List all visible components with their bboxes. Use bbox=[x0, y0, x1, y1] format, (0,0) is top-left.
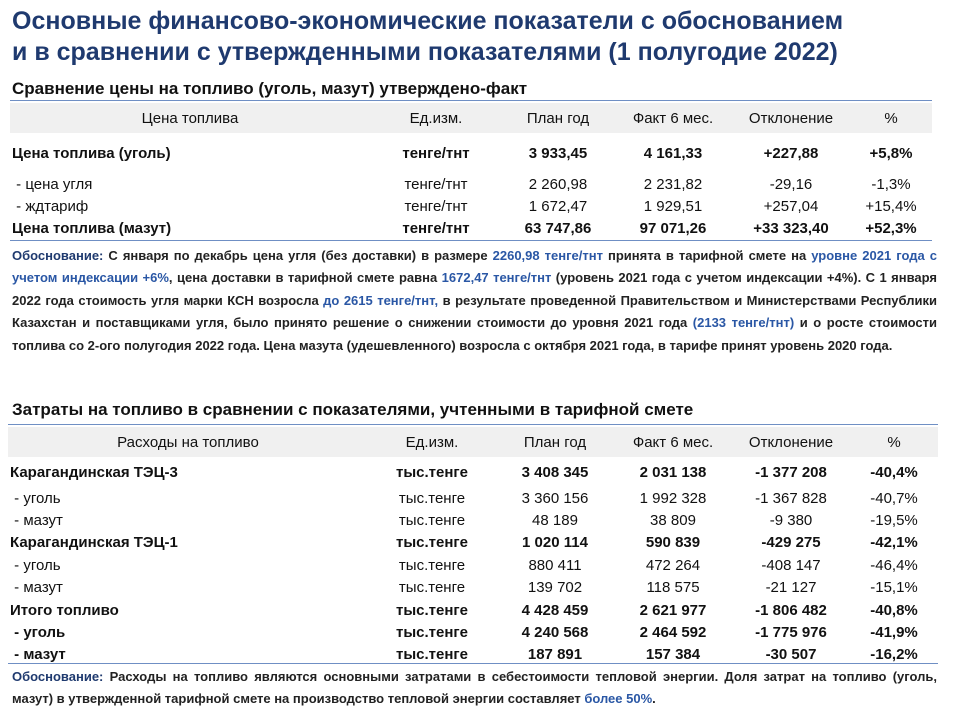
table-cell-pct: -40,7% bbox=[870, 489, 918, 507]
table-cell-name: - цена угля bbox=[12, 175, 93, 193]
note1-text: и о росте стоимости топлива со 2-ого полугодия 2022 года. Цена мазута (удешевленного) возросла с октября 2021 года, в тарифе принят уровень 2020 года. bbox=[12, 315, 938, 353]
table-cell-dev: +33 323,40 bbox=[753, 219, 829, 237]
table-cell-unit: тыс.тенге bbox=[395, 534, 468, 552]
col-header-plan: План год bbox=[523, 433, 587, 451]
note1-text: С января по декабрь цена угля (без доставки) в размере bbox=[103, 248, 493, 263]
section2-heading: Затраты на топливо в сравнении с показателями, учтенными в тарифной смете bbox=[12, 400, 694, 419]
table-cell-plan: 187 891 bbox=[527, 646, 583, 664]
table-cell-plan: 3 360 156 bbox=[521, 489, 589, 507]
table-row bbox=[10, 195, 932, 217]
table-row bbox=[10, 133, 932, 173]
note2-label: Обоснование: bbox=[12, 669, 104, 684]
col-header-percent: % bbox=[884, 109, 898, 127]
table-cell-name: - мазут bbox=[10, 646, 66, 664]
note2-text: Расходы на топливо являются основными затратами в себестоимости тепловой энергии. Доля затрат на топливо (уголь, мазут) в утвержденной тарифной смете на производство тепловой энергии составляет bbox=[12, 669, 937, 707]
table-cell-plan: 1 020 114 bbox=[522, 534, 588, 552]
table-cell-fact: 472 264 bbox=[645, 556, 701, 574]
table-cell-unit: тенге/тнт bbox=[402, 144, 470, 162]
note1-highlight: уровне 2021 года с учетом индексации +6% bbox=[12, 248, 937, 286]
table-cell-name: Итого топливо bbox=[10, 601, 119, 619]
table-cell-fact: 2 621 977 bbox=[639, 601, 707, 619]
table-cell-dev: +257,04 bbox=[763, 197, 819, 215]
table-cell-name: Цена топлива (уголь) bbox=[12, 144, 171, 162]
table-cell-name: Карагандинская ТЭЦ-1 bbox=[10, 534, 178, 552]
section1-heading: Сравнение цены на топливо (уголь, мазут) утверждено-факт bbox=[12, 79, 528, 98]
table-cell-unit: тенге/тнт bbox=[404, 197, 468, 215]
table-row bbox=[8, 599, 938, 621]
col-header-fact: Факт 6 мес. bbox=[632, 433, 714, 451]
table-cell-pct: -1,3% bbox=[871, 175, 911, 193]
table-cell-unit: тыс.тенге bbox=[398, 556, 466, 574]
table-row bbox=[8, 509, 938, 531]
table-cell-dev: +227,88 bbox=[763, 144, 819, 162]
table-row bbox=[8, 577, 938, 599]
page-title bbox=[12, 6, 952, 68]
section2-top-rule bbox=[8, 424, 938, 425]
note1-highlight: 1672,47 тенге/тнт bbox=[441, 270, 552, 286]
table-cell-name: - мазут bbox=[10, 512, 63, 530]
table-cell-name: - ждтариф bbox=[12, 197, 89, 215]
table-header-row bbox=[10, 103, 932, 133]
table-cell-pct: -40,4% bbox=[870, 463, 918, 481]
table-cell-plan: 880 411 bbox=[528, 556, 582, 574]
table-cell-name: - уголь bbox=[10, 556, 61, 574]
table-cell-dev: -21 127 bbox=[765, 579, 817, 597]
table-cell-dev: -30 507 bbox=[765, 646, 817, 664]
table-cell-name: Карагандинская ТЭЦ-3 bbox=[10, 463, 178, 481]
table-cell-unit: тенге/тнт bbox=[402, 219, 470, 237]
table-cell-dev: -1 367 828 bbox=[755, 489, 827, 507]
table-cell-name: - уголь bbox=[10, 624, 66, 642]
table-cell-plan: 2 260,98 bbox=[528, 175, 588, 193]
table-cell-pct: -40,8% bbox=[870, 601, 918, 619]
section2-bottom-rule bbox=[8, 663, 938, 664]
table-cell-plan: 48 189 bbox=[532, 512, 578, 530]
table-cell-unit: тыс.тенге bbox=[395, 463, 468, 481]
table-cell-unit: тыс.тенге bbox=[398, 579, 466, 597]
col-header-deviation: Отклонение bbox=[748, 109, 834, 127]
table-row bbox=[8, 457, 938, 487]
table-cell-name: - мазут bbox=[10, 579, 63, 597]
table-cell-pct: +15,4% bbox=[865, 197, 917, 215]
table-cell-unit: тыс.тенге bbox=[398, 512, 466, 530]
table-cell-plan: 63 747,86 bbox=[524, 219, 592, 237]
table-cell-fact: 1 992 328 bbox=[639, 489, 707, 507]
table-cell-fact: 157 384 bbox=[645, 646, 701, 664]
table-cell-pct: -46,4% bbox=[870, 556, 918, 574]
table-cell-fact: 2 231,82 bbox=[643, 175, 703, 193]
table-cell-pct: -41,9% bbox=[870, 624, 918, 642]
table-cell-dev: -429 275 bbox=[761, 534, 821, 552]
table-cell-dev: -1 775 976 bbox=[755, 624, 827, 642]
note1-text: , цена доставки в тарифной смете равна bbox=[168, 270, 442, 286]
col-header-fact: Факт 6 мес. bbox=[632, 109, 714, 127]
justification-note-2 bbox=[12, 666, 937, 711]
note1-label: Обоснование: bbox=[12, 248, 104, 263]
table-cell-pct: -15,1% bbox=[870, 579, 918, 597]
table-cell-plan: 1 672,47 bbox=[528, 197, 588, 215]
table-cell-fact: 1 929,51 bbox=[643, 197, 703, 215]
table-cell-dev: -9 380 bbox=[769, 512, 813, 530]
col-header-plan: План год bbox=[526, 109, 590, 127]
table-row bbox=[8, 554, 938, 576]
section1-top-rule bbox=[10, 100, 932, 101]
col-header-unit: Ед.изм. bbox=[409, 109, 463, 127]
table-cell-fact: 118 575 bbox=[646, 579, 700, 597]
note1-text: в результате проведенной Правительством и Министерствами Республики Казахстан и поставщиками угля, было принято решение о снижении стоимости до уровня 2021 года bbox=[12, 292, 937, 331]
table-cell-fact: 4 161,33 bbox=[643, 144, 703, 162]
table-cell-fact: 2 031 138 bbox=[639, 463, 707, 481]
title-line-2: и в сравнении с утвержденными показателями (1 полугодие 2022) bbox=[12, 38, 838, 66]
fuel-price-table bbox=[10, 103, 932, 239]
note1-text: принята в тарифной смете на bbox=[602, 248, 812, 263]
note1-highlight: (2133 тенге/тнт) bbox=[692, 315, 795, 331]
table-cell-pct: -16,2% bbox=[870, 646, 918, 664]
table-row bbox=[8, 621, 938, 643]
table-header-row bbox=[8, 427, 938, 457]
table-cell-plan: 4 428 459 bbox=[521, 601, 589, 619]
note1-text: (уровень 2021 года с учетом индексации +4%). С 1 января 2022 года стоимость угля марки КСН возросла bbox=[12, 270, 937, 308]
col-header-unit: Ед.изм. bbox=[405, 433, 459, 451]
table-cell-pct: -42,1% bbox=[870, 534, 918, 552]
table-cell-dev: -1 377 208 bbox=[755, 463, 827, 481]
table-cell-name: Цена топлива (мазут) bbox=[12, 219, 172, 237]
table-cell-unit: тыс.тенге bbox=[395, 601, 468, 619]
table-cell-plan: 3 933,45 bbox=[528, 144, 588, 162]
table-cell-unit: тыс.тенге bbox=[395, 646, 468, 664]
table-cell-fact: 97 071,26 bbox=[639, 219, 707, 237]
section1-bottom-rule bbox=[10, 240, 932, 241]
table-cell-unit: тенге/тнт bbox=[404, 175, 468, 193]
table-cell-fact: 38 809 bbox=[650, 512, 696, 530]
note1-highlight: до 2615 тенге/тнт, bbox=[323, 292, 439, 308]
table-cell-name: - уголь bbox=[10, 489, 61, 507]
note2-text: . bbox=[652, 691, 656, 707]
col-header-fuel-price: Цена топлива bbox=[141, 109, 239, 127]
table-cell-unit: тыс.тенге bbox=[398, 489, 466, 507]
justification-note-1 bbox=[12, 245, 937, 357]
note1-highlight: 2260,98 тенге/тнт bbox=[492, 248, 603, 263]
table-cell-fact: 590 839 bbox=[645, 534, 701, 552]
table-cell-plan: 4 240 568 bbox=[521, 624, 589, 642]
table-cell-plan: 3 408 345 bbox=[521, 463, 589, 481]
table-cell-unit: тыс.тенге bbox=[395, 624, 468, 642]
note2-highlight: более 50% bbox=[584, 691, 653, 707]
table-cell-pct: -19,5% bbox=[870, 512, 918, 530]
table-row bbox=[10, 217, 932, 239]
table-cell-plan: 139 702 bbox=[527, 579, 583, 597]
col-header-percent: % bbox=[887, 433, 901, 451]
fuel-costs-table bbox=[8, 427, 938, 666]
table-cell-pct: +52,3% bbox=[865, 219, 917, 237]
title-line-1: Основные финансово-экономические показатели с обоснованием bbox=[12, 7, 844, 35]
table-cell-pct: +5,8% bbox=[869, 144, 913, 162]
table-row bbox=[8, 532, 938, 554]
table-cell-fact: 2 464 592 bbox=[639, 624, 707, 642]
col-header-fuel-costs: Расходы на топливо bbox=[117, 433, 259, 451]
table-row bbox=[8, 487, 938, 509]
table-cell-dev: -29,16 bbox=[769, 175, 813, 193]
table-cell-dev: -408 147 bbox=[761, 556, 821, 574]
table-row bbox=[10, 173, 932, 195]
col-header-deviation: Отклонение bbox=[748, 433, 834, 451]
table-cell-dev: -1 806 482 bbox=[755, 601, 827, 619]
